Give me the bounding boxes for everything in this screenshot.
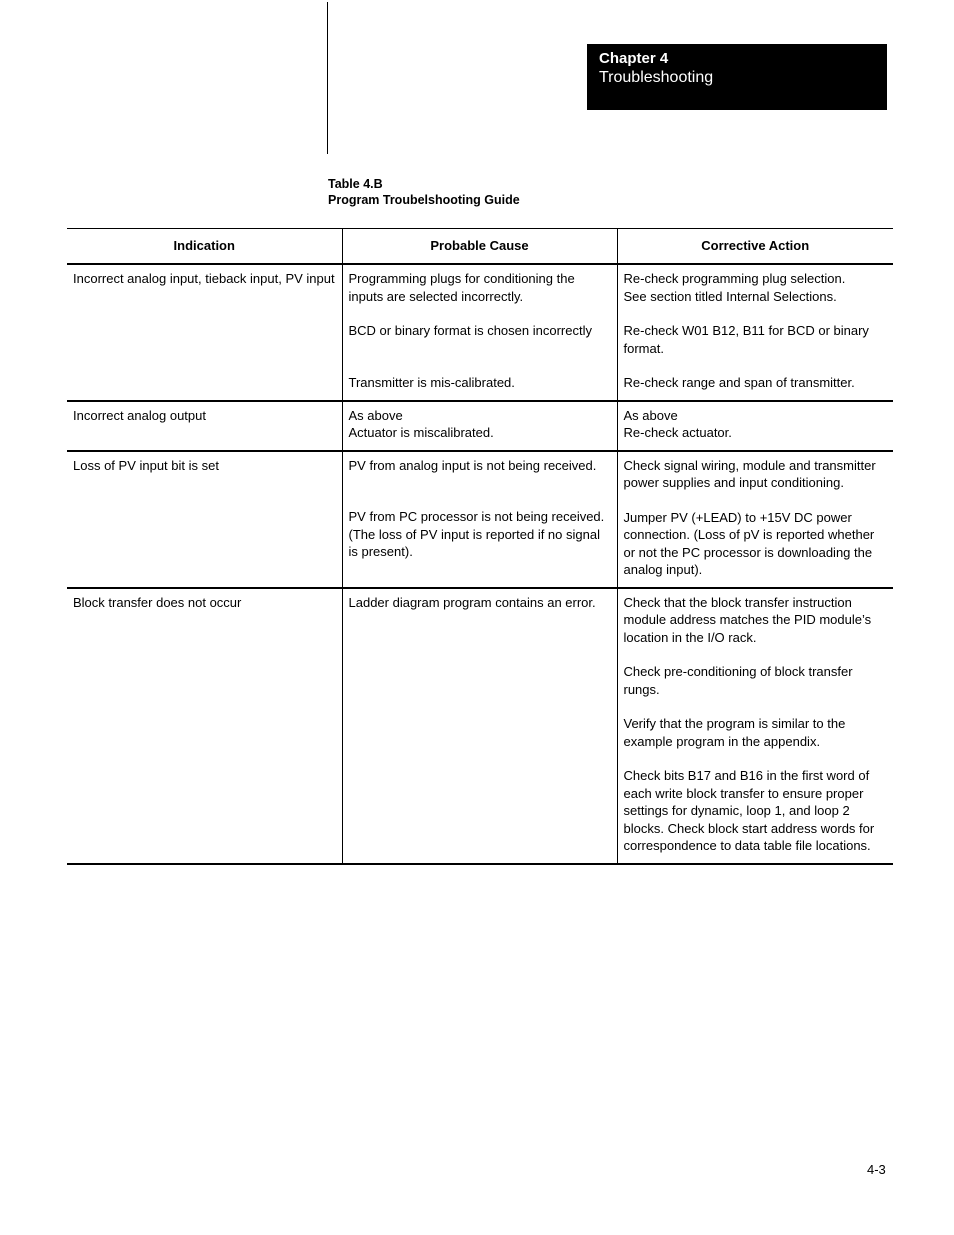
probable-cause-text: PV from PC processor is not being received. (The loss of PV input is reported if no signal is present). bbox=[348, 509, 605, 559]
indication-cell: Incorrect analog input, tieback input, PV input bbox=[73, 271, 335, 286]
corrective-action-cell bbox=[617, 588, 893, 864]
probable-cause-text: Ladder diagram program contains an error. bbox=[348, 594, 596, 610]
chapter-title: Troubleshooting bbox=[599, 69, 714, 86]
table-row bbox=[67, 401, 893, 451]
probable-cause-text: As above Actuator is miscalibrated. bbox=[348, 407, 494, 440]
table-row bbox=[67, 588, 893, 864]
column-header-indication: Indication bbox=[67, 229, 342, 265]
probable-cause-text: Programming plugs for conditioning the inputs are selected incorrectly. bbox=[348, 271, 575, 304]
header-vertical-rule bbox=[327, 2, 328, 154]
corrective-action-text: Check signal wiring, module and transmitter power supplies and input conditioning. bbox=[623, 457, 876, 490]
troubleshooting-table bbox=[67, 228, 893, 865]
page-number: 4-3 bbox=[867, 1162, 886, 1177]
indication-cell: Incorrect analog output bbox=[73, 407, 206, 423]
column-header-corrective-action: Corrective Action bbox=[617, 229, 893, 265]
corrective-action-text: As above Re-check actuator. bbox=[623, 407, 732, 440]
table-caption bbox=[328, 176, 520, 208]
probable-cause-cell bbox=[342, 264, 617, 401]
probable-cause-text: BCD or binary format is chosen incorrectly bbox=[348, 323, 592, 338]
corrective-action-text: Check bits B17 and B16 in the first word of each write block transfer to ensure proper settings for dynamic, loop 1, and loop 2 blocks. Check block start address words for correspondence to data table file locations. bbox=[623, 768, 875, 853]
chapter-header-box bbox=[587, 44, 887, 110]
table-number: Table 4.B bbox=[328, 177, 383, 191]
table-header-row bbox=[67, 229, 893, 265]
corrective-action-text: Re-check programming plug selection. See section titled Internal Selections. bbox=[623, 271, 846, 304]
probable-cause-cell bbox=[342, 588, 617, 864]
corrective-action-cell bbox=[617, 264, 893, 401]
corrective-action-text: Jumper PV (+LEAD) to +15V DC power connection. (Loss of pV is reported whether or not the PC processor is downloading the analog input). bbox=[623, 509, 875, 577]
probable-cause-cell bbox=[342, 451, 617, 588]
indication-cell: Loss of PV input bit is set bbox=[73, 457, 219, 473]
chapter-number: Chapter 4 bbox=[599, 50, 669, 67]
probable-cause-text: Transmitter is mis-calibrated. bbox=[348, 374, 515, 390]
table-row bbox=[67, 451, 893, 588]
corrective-action-text: Re-check range and span of transmitter. bbox=[623, 375, 855, 390]
corrective-action-cell bbox=[617, 401, 893, 451]
table-row bbox=[67, 264, 893, 401]
corrective-action-text: Verify that the program is similar to the example program in the appendix. bbox=[623, 716, 846, 749]
indication-cell: Block transfer does not occur bbox=[73, 594, 242, 610]
corrective-action-text: Check pre-conditioning of block transfer rungs. bbox=[623, 664, 853, 697]
column-header-probable-cause: Probable Cause bbox=[342, 229, 617, 265]
probable-cause-text: PV from analog input is not being received. bbox=[348, 457, 597, 473]
corrective-action-cell bbox=[617, 451, 893, 588]
probable-cause-cell bbox=[342, 401, 617, 451]
corrective-action-text: Check that the block transfer instruction module address matches the PID module’s location in the I/O rack. bbox=[623, 594, 872, 645]
table-title: Program Troubelshooting Guide bbox=[328, 193, 520, 207]
corrective-action-text: Re-check W01 B12, B11 for BCD or binary format. bbox=[623, 323, 869, 356]
